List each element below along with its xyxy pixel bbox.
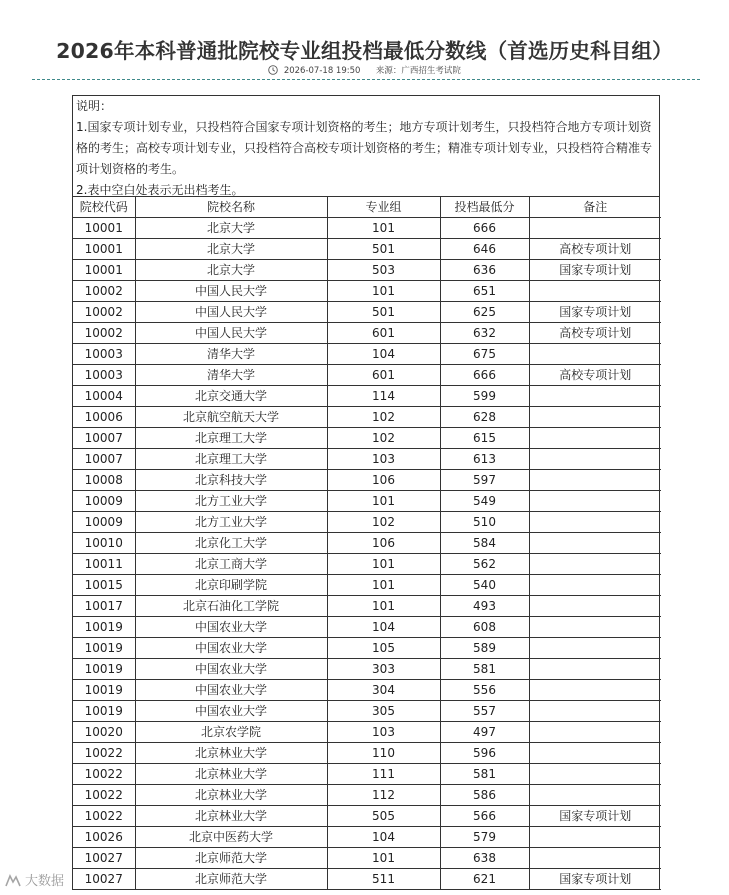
cell-remarks [529, 617, 661, 638]
cell-major-group: 101 [327, 575, 440, 596]
cell-min-score: 632 [440, 323, 529, 344]
title-divider [32, 79, 700, 80]
table-row [73, 743, 661, 764]
cell-remarks [529, 743, 661, 764]
cell-major-group: 601 [327, 323, 440, 344]
cell-major-group: 101 [327, 218, 440, 239]
cell-remarks [529, 218, 661, 239]
table-row [73, 302, 661, 323]
table-row [73, 365, 661, 386]
cell-school-code: 10010 [73, 533, 135, 554]
cell-school-name: 北京中医药大学 [135, 827, 327, 848]
table-header-row [73, 197, 661, 218]
cell-school-name: 中国农业大学 [135, 659, 327, 680]
cell-school-code: 10022 [73, 764, 135, 785]
cell-min-score: 628 [440, 407, 529, 428]
table-row [73, 281, 661, 302]
cell-min-score: 540 [440, 575, 529, 596]
cell-school-code: 10007 [73, 428, 135, 449]
cell-major-group: 104 [327, 827, 440, 848]
score-table [73, 197, 661, 890]
cell-min-score: 581 [440, 764, 529, 785]
cell-school-name: 北京航空航天大学 [135, 407, 327, 428]
cell-school-code: 10004 [73, 386, 135, 407]
cell-remarks [529, 722, 661, 743]
cell-major-group: 101 [327, 281, 440, 302]
page-title: 2026年本科普通批院校专业组投档最低分数线（首选历史科目组） [56, 39, 673, 63]
cell-min-score: 589 [440, 638, 529, 659]
cell-major-group: 101 [327, 596, 440, 617]
cell-min-score: 493 [440, 596, 529, 617]
cell-school-name: 北京大学 [135, 260, 327, 281]
cell-school-code: 10011 [73, 554, 135, 575]
table-row [73, 554, 661, 575]
article-meta [0, 64, 729, 76]
cell-remarks [529, 491, 661, 512]
cell-major-group: 511 [327, 869, 440, 890]
cell-remarks: 国家专项计划 [529, 806, 661, 827]
cell-remarks: 高校专项计划 [529, 239, 661, 260]
cell-remarks [529, 554, 661, 575]
cell-school-name: 中国人民大学 [135, 281, 327, 302]
cell-remarks: 国家专项计划 [529, 869, 661, 890]
table-row [73, 785, 661, 806]
cell-school-code: 10002 [73, 323, 135, 344]
cell-min-score: 510 [440, 512, 529, 533]
cell-school-code: 10019 [73, 617, 135, 638]
cell-school-code: 10019 [73, 638, 135, 659]
cell-major-group: 102 [327, 512, 440, 533]
cell-school-name: 北京师范大学 [135, 869, 327, 890]
cell-school-code: 10022 [73, 785, 135, 806]
cell-school-name: 北京理工大学 [135, 428, 327, 449]
cell-school-name: 北京农学院 [135, 722, 327, 743]
cell-min-score: 581 [440, 659, 529, 680]
cell-school-code: 10002 [73, 302, 135, 323]
publish-date: 2026-07-18 19:50 [283, 66, 361, 76]
table-row [73, 764, 661, 785]
cell-remarks [529, 470, 661, 491]
cell-school-code: 10009 [73, 512, 135, 533]
table-row [73, 386, 661, 407]
cell-major-group: 106 [327, 533, 440, 554]
watermark [4, 870, 64, 889]
table-row [73, 449, 661, 470]
cell-min-score: 615 [440, 428, 529, 449]
header-remarks: 备注 [529, 197, 661, 218]
table-row [73, 239, 661, 260]
cell-major-group: 501 [327, 302, 440, 323]
cell-school-name: 中国农业大学 [135, 617, 327, 638]
cell-school-code: 10020 [73, 722, 135, 743]
cell-remarks [529, 533, 661, 554]
cell-major-group: 102 [327, 428, 440, 449]
cell-major-group: 105 [327, 638, 440, 659]
cell-major-group: 104 [327, 617, 440, 638]
cell-school-name: 北京林业大学 [135, 785, 327, 806]
cell-school-code: 10003 [73, 344, 135, 365]
cell-school-code: 10015 [73, 575, 135, 596]
cell-major-group: 304 [327, 680, 440, 701]
cell-min-score: 586 [440, 785, 529, 806]
cell-min-score: 579 [440, 827, 529, 848]
cell-remarks [529, 680, 661, 701]
clock-icon [268, 65, 278, 75]
cell-major-group: 111 [327, 764, 440, 785]
table-row [73, 638, 661, 659]
table-row [73, 260, 661, 281]
cell-school-name: 中国农业大学 [135, 701, 327, 722]
header-min-score: 投档最低分 [440, 197, 529, 218]
notes-heading: 说明： [76, 99, 113, 113]
cell-major-group: 110 [327, 743, 440, 764]
cell-major-group: 501 [327, 239, 440, 260]
cell-school-code: 10027 [73, 869, 135, 890]
cell-major-group: 102 [327, 407, 440, 428]
table-body [73, 218, 661, 890]
table-row [73, 848, 661, 869]
cell-major-group: 303 [327, 659, 440, 680]
cell-remarks [529, 512, 661, 533]
cell-min-score: 566 [440, 806, 529, 827]
header-school-name: 院校名称 [135, 197, 327, 218]
cell-min-score: 599 [440, 386, 529, 407]
cell-remarks [529, 281, 661, 302]
cell-remarks [529, 428, 661, 449]
cell-remarks [529, 386, 661, 407]
cell-major-group: 103 [327, 722, 440, 743]
cell-school-name: 中国人民大学 [135, 323, 327, 344]
cell-major-group: 505 [327, 806, 440, 827]
header-school-code: 院校代码 [73, 197, 135, 218]
cell-school-code: 10002 [73, 281, 135, 302]
table-row [73, 596, 661, 617]
cell-school-name: 北京理工大学 [135, 449, 327, 470]
cell-school-code: 10019 [73, 701, 135, 722]
cell-major-group: 104 [327, 344, 440, 365]
cell-major-group: 114 [327, 386, 440, 407]
cell-school-code: 10022 [73, 806, 135, 827]
watermark-text: 大数据 [25, 874, 65, 889]
table-row [73, 680, 661, 701]
table-row [73, 722, 661, 743]
cell-school-code: 10001 [73, 239, 135, 260]
cell-remarks: 高校专项计划 [529, 365, 661, 386]
table-row [73, 617, 661, 638]
cell-major-group: 101 [327, 554, 440, 575]
cell-min-score: 621 [440, 869, 529, 890]
cell-school-name: 北方工业大学 [135, 512, 327, 533]
cell-school-name: 中国农业大学 [135, 638, 327, 659]
table-row [73, 491, 661, 512]
cell-school-name: 北京工商大学 [135, 554, 327, 575]
table-row [73, 806, 661, 827]
cell-min-score: 557 [440, 701, 529, 722]
cell-school-name: 北方工业大学 [135, 491, 327, 512]
cell-min-score: 584 [440, 533, 529, 554]
table-row [73, 659, 661, 680]
cell-min-score: 666 [440, 365, 529, 386]
cell-min-score: 651 [440, 281, 529, 302]
cell-school-name: 中国农业大学 [135, 680, 327, 701]
cell-remarks [529, 848, 661, 869]
cell-school-code: 10026 [73, 827, 135, 848]
cell-school-name: 北京师范大学 [135, 848, 327, 869]
cell-min-score: 556 [440, 680, 529, 701]
cell-school-name: 北京林业大学 [135, 743, 327, 764]
cell-school-name: 北京大学 [135, 239, 327, 260]
table-row [73, 428, 661, 449]
cell-major-group: 106 [327, 470, 440, 491]
table-row [73, 827, 661, 848]
cell-school-name: 北京大学 [135, 218, 327, 239]
cell-major-group: 103 [327, 449, 440, 470]
cell-min-score: 613 [440, 449, 529, 470]
cell-remarks [529, 407, 661, 428]
cell-remarks [529, 449, 661, 470]
table-row [73, 575, 661, 596]
cell-min-score: 597 [440, 470, 529, 491]
table-row [73, 470, 661, 491]
cell-school-name: 北京林业大学 [135, 764, 327, 785]
cell-school-name: 北京交通大学 [135, 386, 327, 407]
cell-major-group: 101 [327, 848, 440, 869]
cell-school-name: 中国人民大学 [135, 302, 327, 323]
cell-remarks [529, 701, 661, 722]
cell-major-group: 305 [327, 701, 440, 722]
table-row [73, 407, 661, 428]
notes-section [73, 96, 659, 197]
note-item: 2.表中空白处表示无出档考生。 [76, 183, 244, 197]
cell-min-score: 625 [440, 302, 529, 323]
cell-school-code: 10001 [73, 260, 135, 281]
watermark-logo-icon [4, 874, 22, 888]
cell-school-code: 10008 [73, 470, 135, 491]
cell-min-score: 638 [440, 848, 529, 869]
header-major-group: 专业组 [327, 197, 440, 218]
cell-min-score: 608 [440, 617, 529, 638]
table-row [73, 533, 661, 554]
cell-school-name: 清华大学 [135, 344, 327, 365]
cell-remarks [529, 575, 661, 596]
table-row [73, 869, 661, 890]
cell-remarks [529, 659, 661, 680]
cell-remarks [529, 785, 661, 806]
cell-school-code: 10027 [73, 848, 135, 869]
cell-min-score: 497 [440, 722, 529, 743]
cell-school-name: 北京石油化工学院 [135, 596, 327, 617]
cell-school-name: 北京化工大学 [135, 533, 327, 554]
cell-school-name: 北京林业大学 [135, 806, 327, 827]
cell-school-code: 10022 [73, 743, 135, 764]
cell-school-code: 10009 [73, 491, 135, 512]
cell-remarks: 国家专项计划 [529, 302, 661, 323]
cell-school-code: 10019 [73, 659, 135, 680]
cell-school-name: 清华大学 [135, 365, 327, 386]
cell-school-code: 10006 [73, 407, 135, 428]
table-row [73, 218, 661, 239]
cell-major-group: 503 [327, 260, 440, 281]
cell-min-score: 666 [440, 218, 529, 239]
cell-remarks: 高校专项计划 [529, 323, 661, 344]
cell-remarks: 国家专项计划 [529, 260, 661, 281]
score-document [72, 95, 660, 890]
table-row [73, 701, 661, 722]
cell-school-code: 10019 [73, 680, 135, 701]
cell-min-score: 675 [440, 344, 529, 365]
cell-major-group: 601 [327, 365, 440, 386]
cell-remarks [529, 827, 661, 848]
note-item: 1.国家专项计划专业，只投档符合国家专项计划资格的考生；地方专项计划考生，只投档符合地方专项计划资格的考生；高校专项计划专业，只投档符合高校专项计划资格的考生；精准专项计划专业，只投档符合精准专项计划资格的考生。 [76, 120, 653, 176]
table-row [73, 512, 661, 533]
cell-school-code: 10001 [73, 218, 135, 239]
cell-remarks [529, 596, 661, 617]
cell-min-score: 549 [440, 491, 529, 512]
cell-min-score: 562 [440, 554, 529, 575]
cell-school-code: 10017 [73, 596, 135, 617]
cell-school-name: 北京印刷学院 [135, 575, 327, 596]
cell-school-code: 10003 [73, 365, 135, 386]
cell-school-code: 10007 [73, 449, 135, 470]
cell-school-name: 北京科技大学 [135, 470, 327, 491]
cell-remarks [529, 638, 661, 659]
cell-major-group: 101 [327, 491, 440, 512]
cell-remarks [529, 764, 661, 785]
cell-major-group: 112 [327, 785, 440, 806]
cell-min-score: 596 [440, 743, 529, 764]
cell-remarks [529, 344, 661, 365]
cell-min-score: 646 [440, 239, 529, 260]
table-row [73, 344, 661, 365]
source-label: 来源：广西招生考试院 [375, 66, 461, 76]
cell-min-score: 636 [440, 260, 529, 281]
table-row [73, 323, 661, 344]
